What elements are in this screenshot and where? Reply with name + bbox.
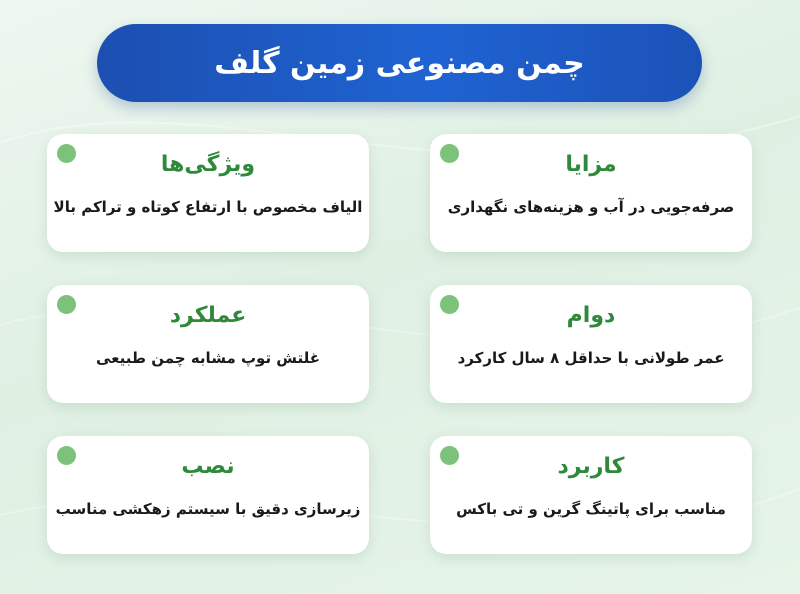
card-advantages: [430, 134, 752, 252]
card-title: دوام: [566, 303, 616, 328]
card-text: مناسب برای پاتینگ گرین و تی باکس: [456, 500, 726, 518]
title-banner: [97, 24, 702, 102]
card-features: [47, 134, 369, 252]
card-text: عمر طولانی با حداقل ۸ سال کارکرد: [457, 349, 725, 367]
card-installation: [47, 436, 369, 554]
card-title: نصب: [181, 454, 235, 479]
card-title: عملکرد: [169, 303, 247, 328]
card-durability: [430, 285, 752, 403]
card-performance: [47, 285, 369, 403]
card-application: [430, 436, 752, 554]
card-text: الیاف مخصوص با ارتفاع کوتاه و تراکم بالا: [53, 198, 363, 216]
card-title: کاربرد: [557, 454, 625, 479]
card-title: مزایا: [565, 152, 617, 177]
page-title: چمن مصنوعی زمین گلف: [214, 45, 585, 81]
card-title: ویژگی‌ها: [160, 152, 256, 177]
card-text: صرفه‌جویی در آب و هزینه‌های نگهداری: [447, 198, 735, 216]
card-text: زیرسازی دقیق با سیستم زهکشی مناسب: [55, 500, 361, 518]
card-text: غلتش توپ مشابه چمن طبیعی: [96, 349, 320, 367]
